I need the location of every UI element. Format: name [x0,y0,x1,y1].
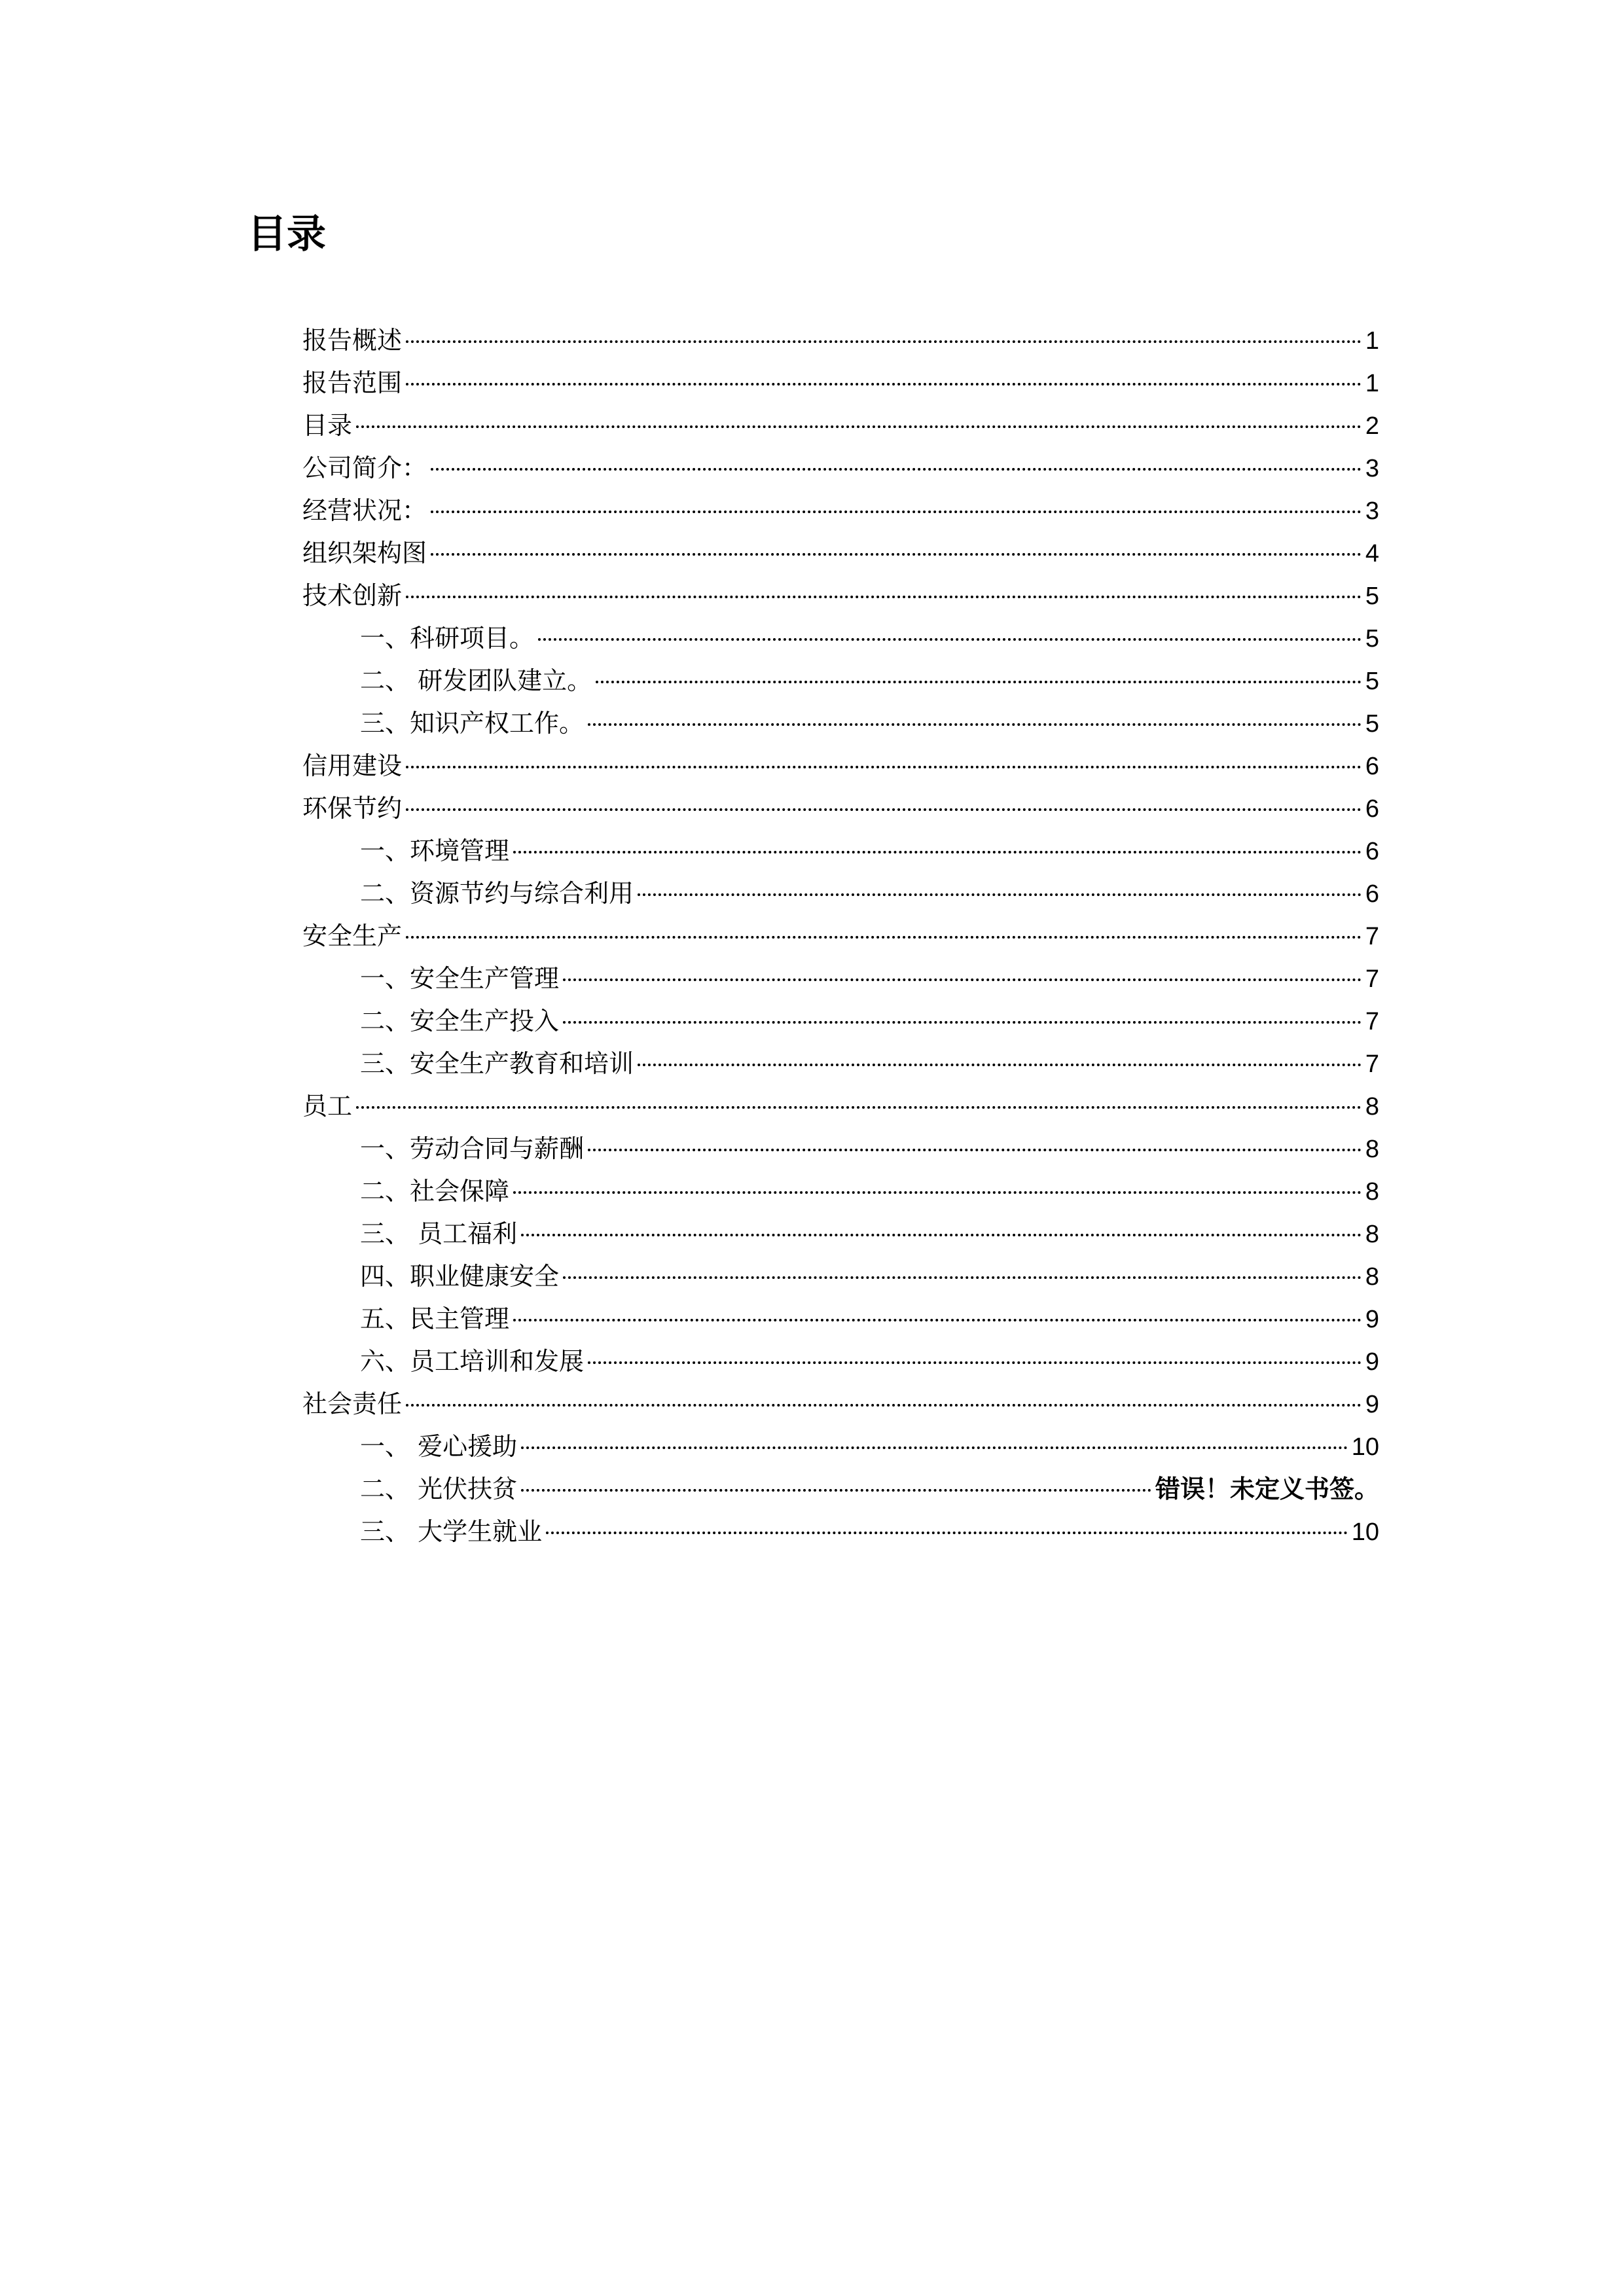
toc-entry-title: 五、民主管理 [360,1304,510,1333]
toc-entry[interactable] [302,1213,1379,1255]
toc-dot-leader [356,425,1362,428]
toc-entry-title: 经营状况： [302,496,427,525]
toc-entry-title: 二、资源节约与综合利用 [360,879,634,908]
toc-dot-leader [513,1191,1362,1194]
toc-entry-page-number: 7 [1365,965,1379,993]
toc-entry-page-number: 6 [1365,880,1379,908]
toc-entry[interactable] [302,915,1379,958]
toc-entry-page-number: 5 [1365,583,1379,610]
toc-entry[interactable] [302,447,1379,490]
toc-entry-title: 报告范围 [302,368,403,397]
toc-entry-title: 员工 [302,1092,353,1121]
table-of-contents [302,319,1379,1553]
toc-dot-leader [406,340,1362,343]
toc-entry[interactable] [302,1085,1379,1128]
toc-entry-title: 三、知识产权工作。 [360,709,585,738]
toc-entry-title: 报告概述 [302,326,403,355]
toc-entry-title: 目录 [302,411,353,440]
toc-entry-title: 三、安全生产教育和培训 [360,1049,634,1078]
toc-entry-page-number: 6 [1365,753,1379,780]
toc-dot-leader [406,766,1362,768]
toc-entry-page-number: 8 [1365,1178,1379,1206]
toc-entry-page-number: 6 [1365,838,1379,865]
toc-entry[interactable] [302,404,1379,447]
toc-entry-page-number: 7 [1365,1050,1379,1078]
toc-dot-leader [563,978,1362,981]
toc-dot-leader [431,553,1362,556]
toc-entry[interactable] [302,1383,1379,1426]
toc-entry[interactable] [302,1000,1379,1043]
toc-dot-leader [406,936,1362,939]
toc-dot-leader [596,681,1362,683]
toc-entry-error-message: 错误！未定义书签。 [1155,1475,1379,1503]
toc-entry-title: 一、劳动合同与薪酬 [360,1134,585,1163]
toc-entry-title: 六、员工培训和发展 [360,1347,585,1376]
toc-entry-page-number: 7 [1365,923,1379,950]
toc-dot-leader [563,1021,1362,1024]
toc-entry-title: 二、 研发团队建立。 [360,666,592,695]
toc-dot-leader [356,1106,1362,1109]
toc-entry[interactable] [302,1426,1379,1468]
toc-entry[interactable] [302,617,1379,660]
toc-entry-page-number: 9 [1365,1306,1379,1333]
toc-entry-title: 三、 员工福利 [360,1219,518,1248]
toc-dot-leader [513,851,1362,853]
toc-entry-page-number: 8 [1365,1263,1379,1291]
toc-entry[interactable] [302,1340,1379,1383]
toc-dot-leader [406,596,1362,598]
toc-entry-page-number: 4 [1365,540,1379,567]
toc-dot-leader [538,638,1362,641]
toc-dot-leader [521,1234,1362,1236]
toc-entry[interactable] [302,830,1379,872]
toc-entry-title: 二、社会保障 [360,1177,510,1206]
toc-entry-page-number: 1 [1365,327,1379,355]
toc-entry-title: 安全生产 [302,922,403,950]
toc-entry-title: 技术创新 [302,581,403,610]
toc-dot-leader [638,1064,1362,1066]
toc-entry-page-number: 6 [1365,795,1379,823]
toc-entry[interactable] [302,660,1379,702]
toc-entry-title: 三、 大学生就业 [360,1517,543,1546]
toc-dot-leader [513,1319,1362,1321]
toc-entry[interactable] [302,1255,1379,1298]
toc-entry-page-number: 7 [1365,1008,1379,1035]
toc-entry-title: 一、科研项目。 [360,624,535,653]
toc-entry-page-number: 8 [1365,1093,1379,1121]
toc-entry-title: 四、职业健康安全 [360,1262,560,1291]
toc-entry[interactable] [302,787,1379,830]
toc-entry-page-number: 8 [1365,1221,1379,1248]
toc-entry-title: 公司简介： [302,454,427,482]
toc-dot-leader [521,1446,1348,1449]
toc-entry-title: 一、安全生产管理 [360,964,560,993]
toc-entry[interactable] [302,1043,1379,1085]
toc-entry[interactable] [302,1170,1379,1213]
toc-entry-title: 组织架构图 [302,539,427,567]
toc-entry-page-number: 3 [1365,497,1379,525]
toc-entry[interactable] [302,872,1379,915]
toc-entry[interactable] [302,958,1379,1000]
toc-dot-leader [546,1532,1348,1534]
toc-dot-leader [406,1404,1362,1407]
toc-entry[interactable] [302,745,1379,787]
toc-entry[interactable] [302,702,1379,745]
toc-entry[interactable] [302,490,1379,532]
toc-entry[interactable] [302,1128,1379,1170]
toc-dot-leader [588,1361,1362,1364]
toc-dot-leader [406,383,1362,386]
toc-entry-title: 一、 爱心援助 [360,1432,518,1461]
toc-entry-page-number: 5 [1365,668,1379,695]
toc-dot-leader [406,808,1362,811]
toc-entry[interactable] [302,575,1379,617]
toc-entry-page-number: 5 [1365,625,1379,653]
toc-entry-title: 二、安全生产投入 [360,1007,560,1035]
toc-entry[interactable] [302,1298,1379,1340]
toc-entry-page-number: 10 [1351,1518,1379,1546]
toc-entry-page-number: 1 [1365,370,1379,397]
toc-dot-leader [431,468,1362,471]
toc-entry-page-number: 8 [1365,1136,1379,1163]
toc-entry-title: 信用建设 [302,751,403,780]
toc-dot-leader [521,1489,1151,1492]
toc-entry-title: 一、环境管理 [360,836,510,865]
toc-heading: 目录 [247,211,326,257]
toc-entry-page-number: 9 [1365,1348,1379,1376]
toc-dot-leader [638,893,1362,896]
toc-entry-page-number: 5 [1365,710,1379,738]
toc-entry-page-number: 2 [1365,412,1379,440]
toc-dot-leader [588,723,1362,726]
toc-entry-page-number: 9 [1365,1391,1379,1418]
toc-dot-leader [588,1149,1362,1151]
toc-entry[interactable] [302,319,1379,362]
toc-entry[interactable] [302,1468,1379,1511]
toc-entry[interactable] [302,532,1379,575]
toc-dot-leader [563,1276,1362,1279]
toc-entry-title: 社会责任 [302,1390,403,1418]
toc-entry[interactable] [302,1511,1379,1553]
toc-entry-title: 二、 光伏扶贫 [360,1475,518,1503]
toc-entry-page-number: 10 [1351,1433,1379,1461]
toc-entry-page-number: 3 [1365,455,1379,482]
toc-entry[interactable] [302,362,1379,404]
toc-entry-title: 环保节约 [302,794,403,823]
toc-dot-leader [431,511,1362,513]
